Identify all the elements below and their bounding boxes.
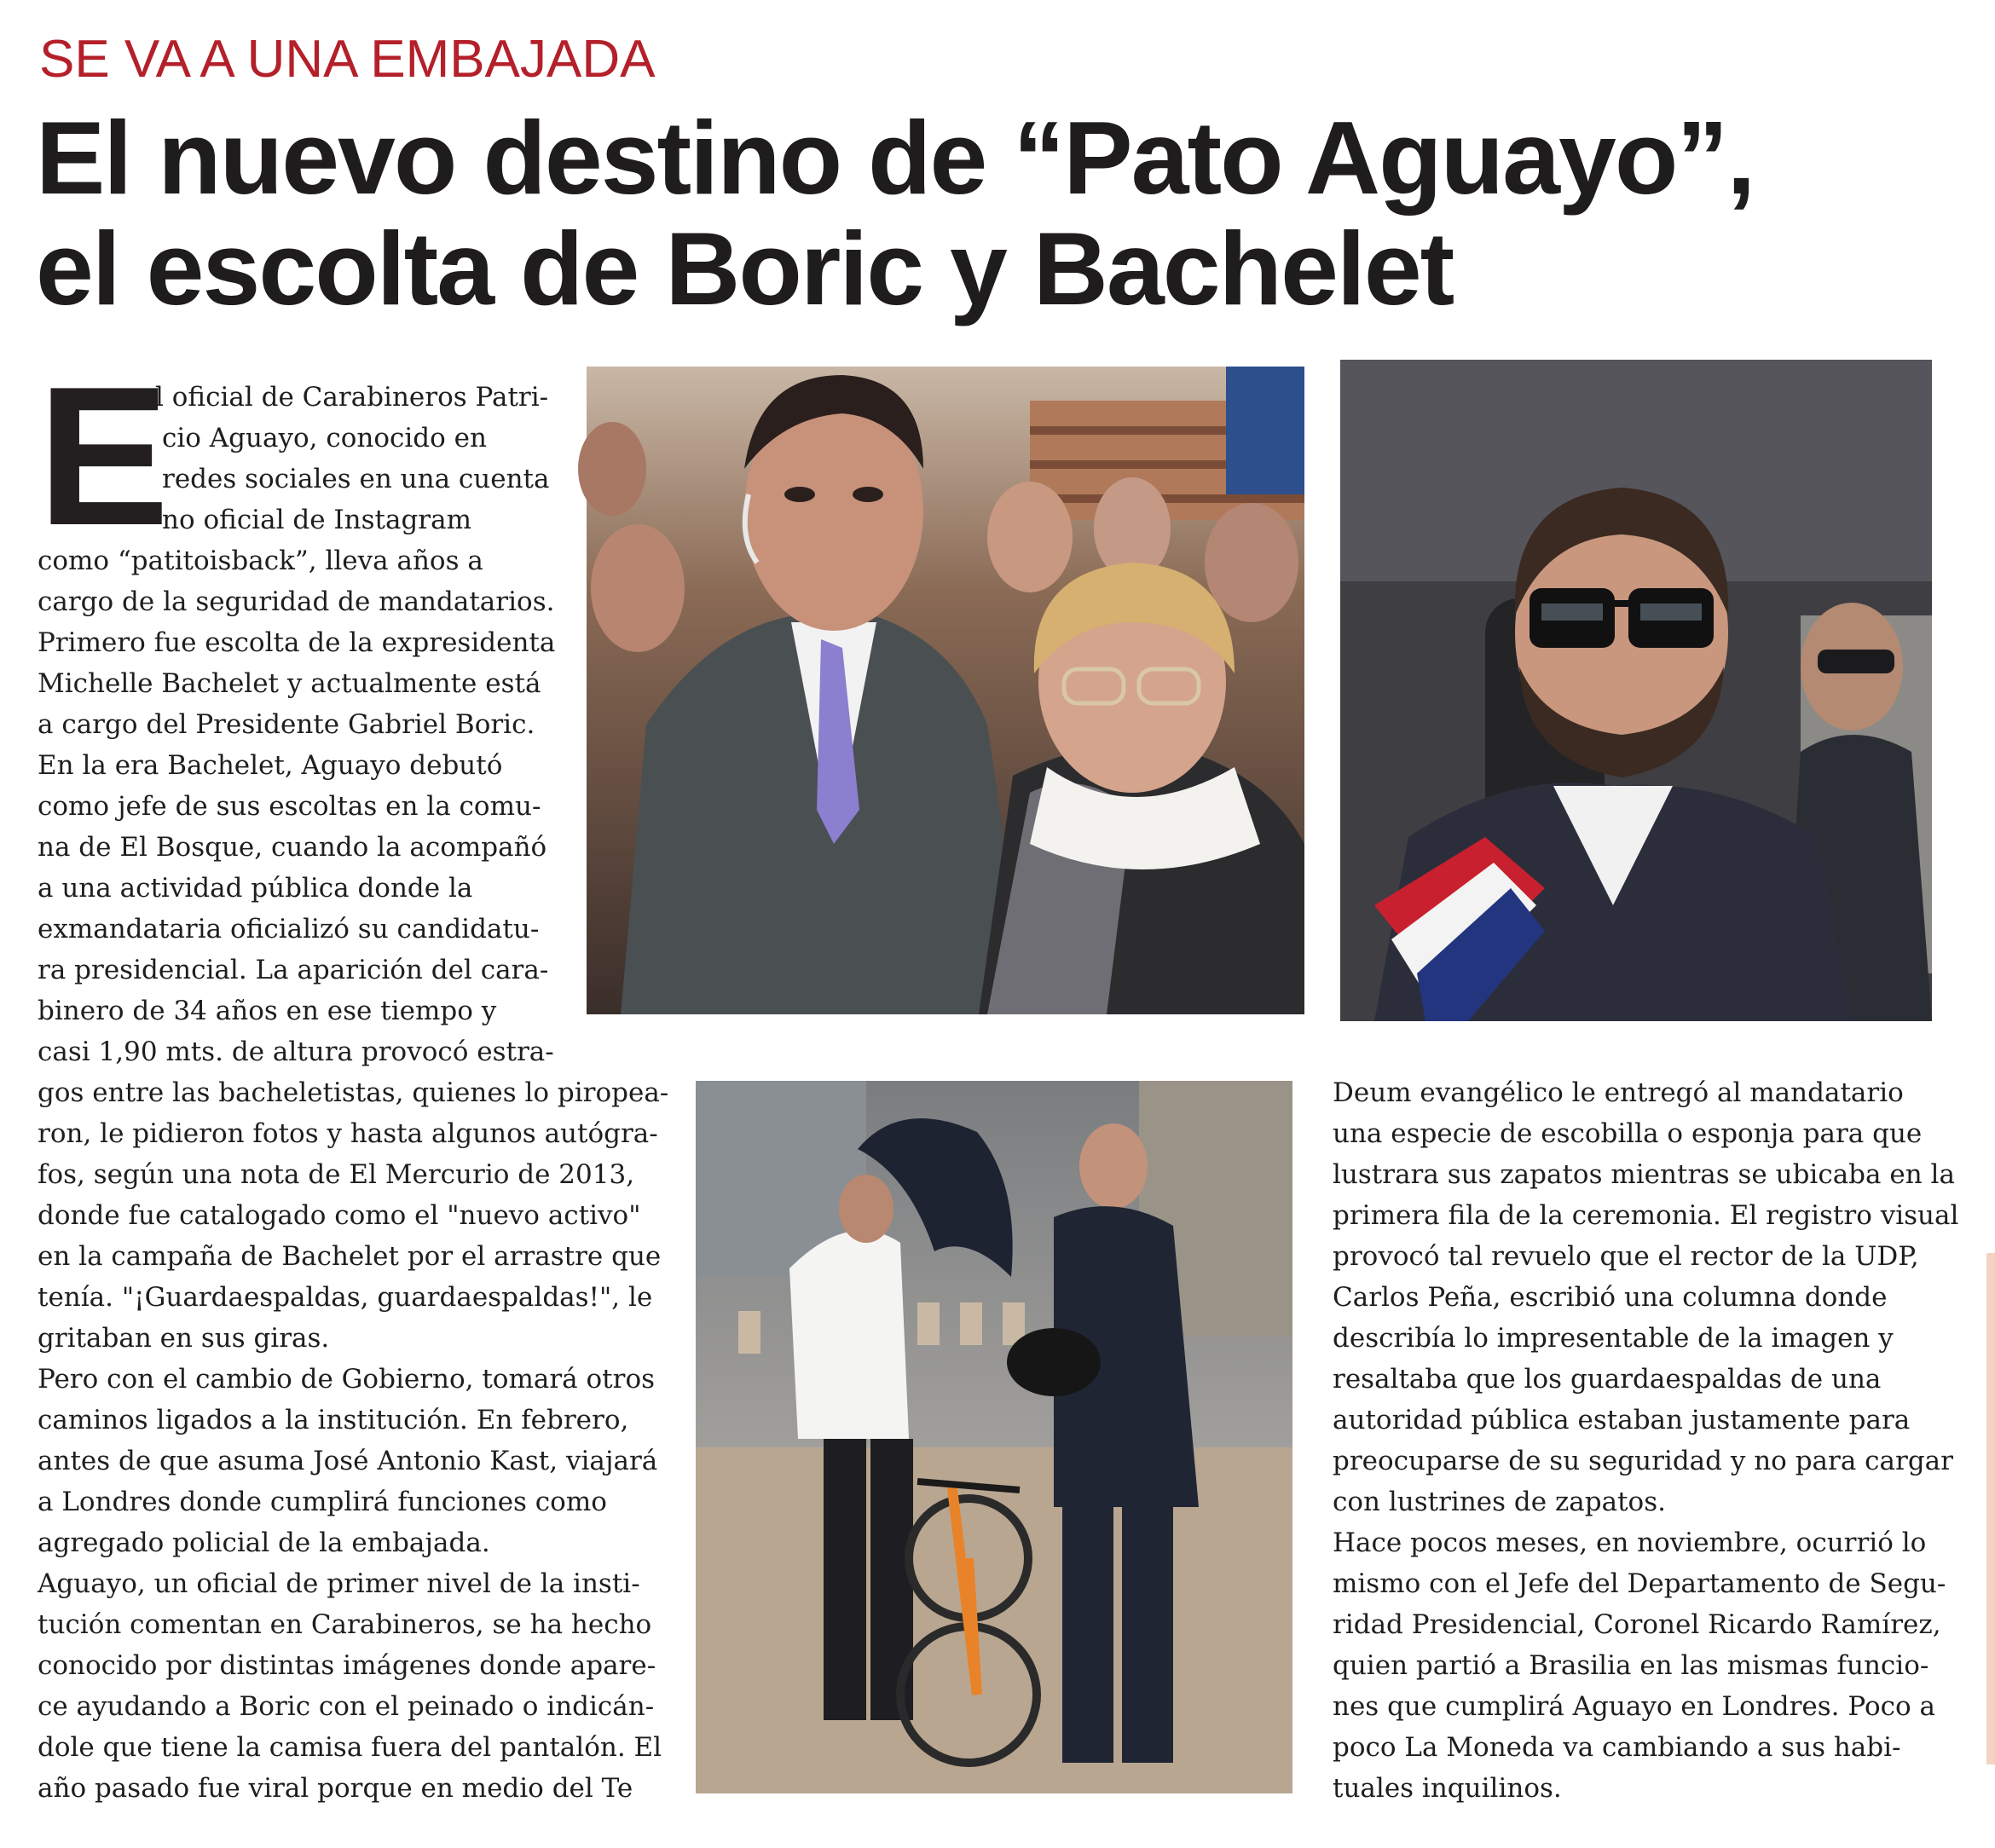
body-line: gritaban en sus giras. [38, 1323, 330, 1354]
body-line: nes que cumplirá Aguayo en Londres. Poco a [1333, 1691, 1935, 1722]
body-line: Aguayo, un oficial de primer nivel de la insti- [38, 1568, 640, 1599]
body-line: año pasado fue viral porque en medio del Te [38, 1773, 633, 1804]
photo-boric-selfie-car [1340, 360, 1932, 1021]
dropcap: E [38, 346, 170, 567]
body-line: cio Aguayo, conocido en [162, 423, 487, 453]
body-line: casi 1,90 mts. de altura provocó estra- [38, 1037, 554, 1067]
body-line: Carlos Peña, escribió una columna donde [1333, 1282, 1888, 1313]
body-line: ridad Presidencial, Coronel Ricardo Ramírez, [1333, 1609, 1941, 1640]
headline-line-2: el escolta de Boric y Bachelet [36, 211, 1454, 326]
body-line: tución comentan en Carabineros, se ha hecho [38, 1609, 652, 1640]
body-line: tenía. "¡Guardaespaldas, guardaespaldas!", le [38, 1282, 653, 1313]
body-line: poco La Moneda va cambiando a sus habi- [1333, 1732, 1901, 1763]
body-line: ce ayudando a Boric con el peinado o indicán- [38, 1691, 655, 1722]
body-line: conocido por distintas imágenes donde apare- [38, 1650, 656, 1681]
body-line: tuales inquilinos. [1333, 1773, 1562, 1804]
body-line: como jefe de sus escoltas en la comu- [38, 791, 541, 822]
body-line: Deum evangélico le entregó al mandatario [1333, 1077, 1904, 1108]
body-line: cargo de la seguridad de mandatarios. [38, 586, 555, 617]
body-line: fos, según una nota de El Mercurio de 2013, [38, 1159, 635, 1190]
body-line: l oficial de Carabineros Patri- [155, 382, 549, 413]
body-line: como “patitoisback”, lleva años a [38, 546, 483, 576]
body-line: dole que tiene la camisa fuera del pantalón. El [38, 1732, 662, 1763]
body-line: antes de que asuma José Antonio Kast, viajará [38, 1446, 658, 1476]
body-line: binero de 34 años en ese tiempo y [38, 996, 497, 1026]
body-line: agregado policial de la embajada. [38, 1527, 490, 1558]
body-line: Pero con el cambio de Gobierno, tomará otros [38, 1364, 656, 1395]
body-line: provocó tal revuelo que el rector de la UDP, [1333, 1241, 1919, 1272]
body-line: resaltaba que los guardaespaldas de una [1333, 1364, 1882, 1395]
headline-line-1: El nuevo destino de “Pato Aguayo”, [36, 100, 1755, 216]
body-line: lustrara sus zapatos mientras se ubicaba en la [1333, 1159, 1955, 1190]
body-line: primera fila de la ceremonia. El registro visual [1333, 1200, 1959, 1231]
body-line: autoridad pública estaban justamente para [1333, 1405, 1911, 1435]
body-line: ron, le pidieron fotos y hasta algunos autógra- [38, 1118, 658, 1149]
body-line: Hace pocos meses, en noviembre, ocurrió lo [1333, 1527, 1927, 1558]
body-line: redes sociales en una cuenta [162, 464, 550, 494]
page-edge-tab [1986, 1253, 1995, 1764]
body-line: na de El Bosque, cuando la acompañó [38, 832, 547, 863]
body-line: una especie de escobilla o esponja para que [1333, 1118, 1923, 1149]
body-line: a una actividad pública donde la [38, 873, 473, 904]
body-line: mismo con el Jefe del Departamento de Segu- [1333, 1568, 1946, 1599]
body-line: En la era Bachelet, Aguayo debutó [38, 750, 503, 781]
body-line: exmandataria oficializó su candidatu- [38, 914, 540, 944]
body-line: Primero fue escolta de la expresidenta [38, 627, 556, 658]
body-line: describía lo impresentable de la imagen y [1333, 1323, 1894, 1354]
body-line: a cargo del Presidente Gabriel Boric. [38, 709, 535, 740]
body-line: Michelle Bachelet y actualmente está [38, 668, 541, 699]
kicker: SE VA A UNA EMBAJADA [39, 30, 656, 89]
body-line: en la campaña de Bachelet por el arrastre que [38, 1241, 662, 1272]
body-line: donde fue catalogado como el "nuevo activo" [38, 1200, 641, 1231]
body-line: no oficial de Instagram [162, 505, 471, 535]
body-line: quien partió a Brasilia en las mismas funcio- [1333, 1650, 1929, 1681]
body-line: preocuparse de su seguridad y no para cargar [1333, 1446, 1953, 1476]
body-line: a Londres donde cumplirá funciones como [38, 1487, 607, 1517]
body-line: gos entre las bacheletistas, quienes lo piropea- [38, 1077, 669, 1108]
body-line: ra presidencial. La aparición del cara- [38, 955, 549, 985]
photo-boric-bicycle [696, 1081, 1292, 1793]
body-line: caminos ligados a la institución. En febrero, [38, 1405, 629, 1435]
body-line: con lustrines de zapatos. [1333, 1487, 1666, 1517]
photo-escort-with-bachelet [587, 367, 1304, 1014]
